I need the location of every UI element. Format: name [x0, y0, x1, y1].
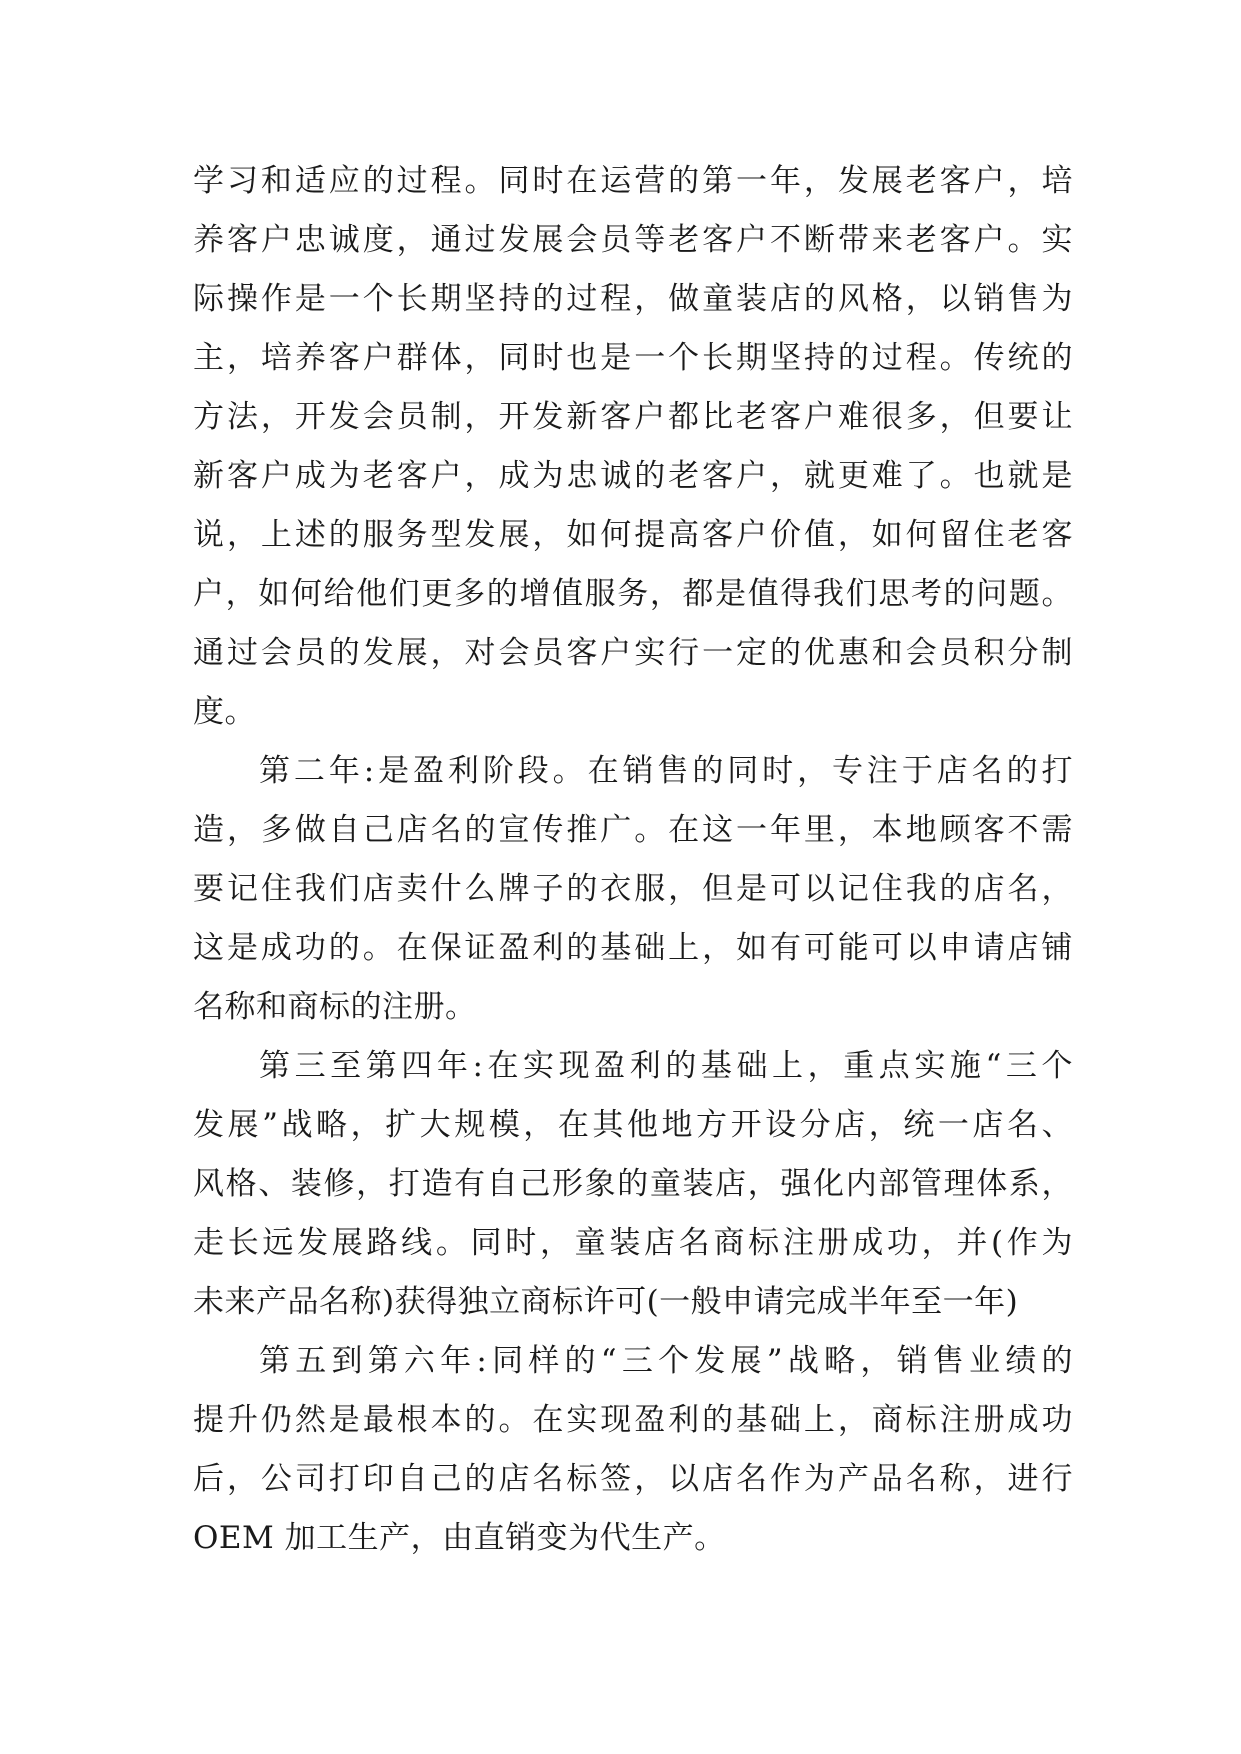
text-line: 方法，开发会员制，开发新客户都比老客户难很多，但要让: [193, 399, 1073, 435]
text-line: 第三至第四年:在实现盈利的基础上，重点实施“三个: [259, 1048, 1073, 1084]
text-line: 第五到第六年:同样的“三个发展”战略，销售业绩的: [259, 1343, 1073, 1379]
paragraph-2: [193, 742, 1073, 1037]
text-line: 这是成功的。在保证盈利的基础上，如有可能可以申请店铺: [193, 930, 1073, 966]
text-line: OEM 加工生产，由直销变为代生产。: [193, 1520, 726, 1556]
text-line: 主，培养客户群体，同时也是一个长期坚持的过程。传统的: [193, 340, 1073, 376]
text-line: 新客户成为老客户，成为忠诚的老客户，就更难了。也就是: [193, 458, 1073, 494]
text-line: 养客户忠诚度，通过发展会员等老客户不断带来老客户。实: [193, 222, 1073, 258]
text-line: 学习和适应的过程。同时在运营的第一年，发展老客户，培: [193, 163, 1073, 199]
text-line: 通过会员的发展，对会员客户实行一定的优惠和会员积分制: [193, 635, 1073, 671]
text-line: 度。: [193, 694, 256, 730]
text-line: 户，如何给他们更多的增值服务，都是值得我们思考的问题。: [193, 576, 1073, 612]
text-line: 第二年:是盈利阶段。在销售的同时，专注于店名的打: [259, 753, 1073, 789]
body-text: [193, 152, 1073, 1568]
paragraph-1: [193, 152, 1073, 742]
text-line: 发展”战略，扩大规模，在其他地方开设分店，统一店名、: [193, 1107, 1073, 1143]
text-line: 要记住我们店卖什么牌子的衣服，但是可以记住我的店名，: [193, 871, 1073, 907]
text-line: 际操作是一个长期坚持的过程，做童装店的风格，以销售为: [193, 281, 1073, 317]
text-line: 后，公司打印自己的店名标签，以店名作为产品名称，进行: [193, 1461, 1073, 1497]
text-line: 说，上述的服务型发展，如何提高客户价值，如何留住老客: [193, 517, 1073, 553]
paragraph-3: [193, 1037, 1073, 1332]
text-line: 未来产品名称)获得独立商标许可(一般申请完成半年至一年): [193, 1284, 1019, 1320]
text-line: 造，多做自己店名的宣传推广。在这一年里，本地顾客不需: [193, 812, 1073, 848]
paragraph-4: [193, 1332, 1073, 1568]
text-line: 走长远发展路线。同时，童装店名商标注册成功，并(作为: [193, 1225, 1073, 1261]
text-line: 名称和商标的注册。: [193, 989, 477, 1025]
text-line: 风格、装修，打造有自己形象的童装店，强化内部管理体系，: [193, 1166, 1073, 1202]
text-line: 提升仍然是最根本的。在实现盈利的基础上，商标注册成功: [193, 1402, 1073, 1438]
